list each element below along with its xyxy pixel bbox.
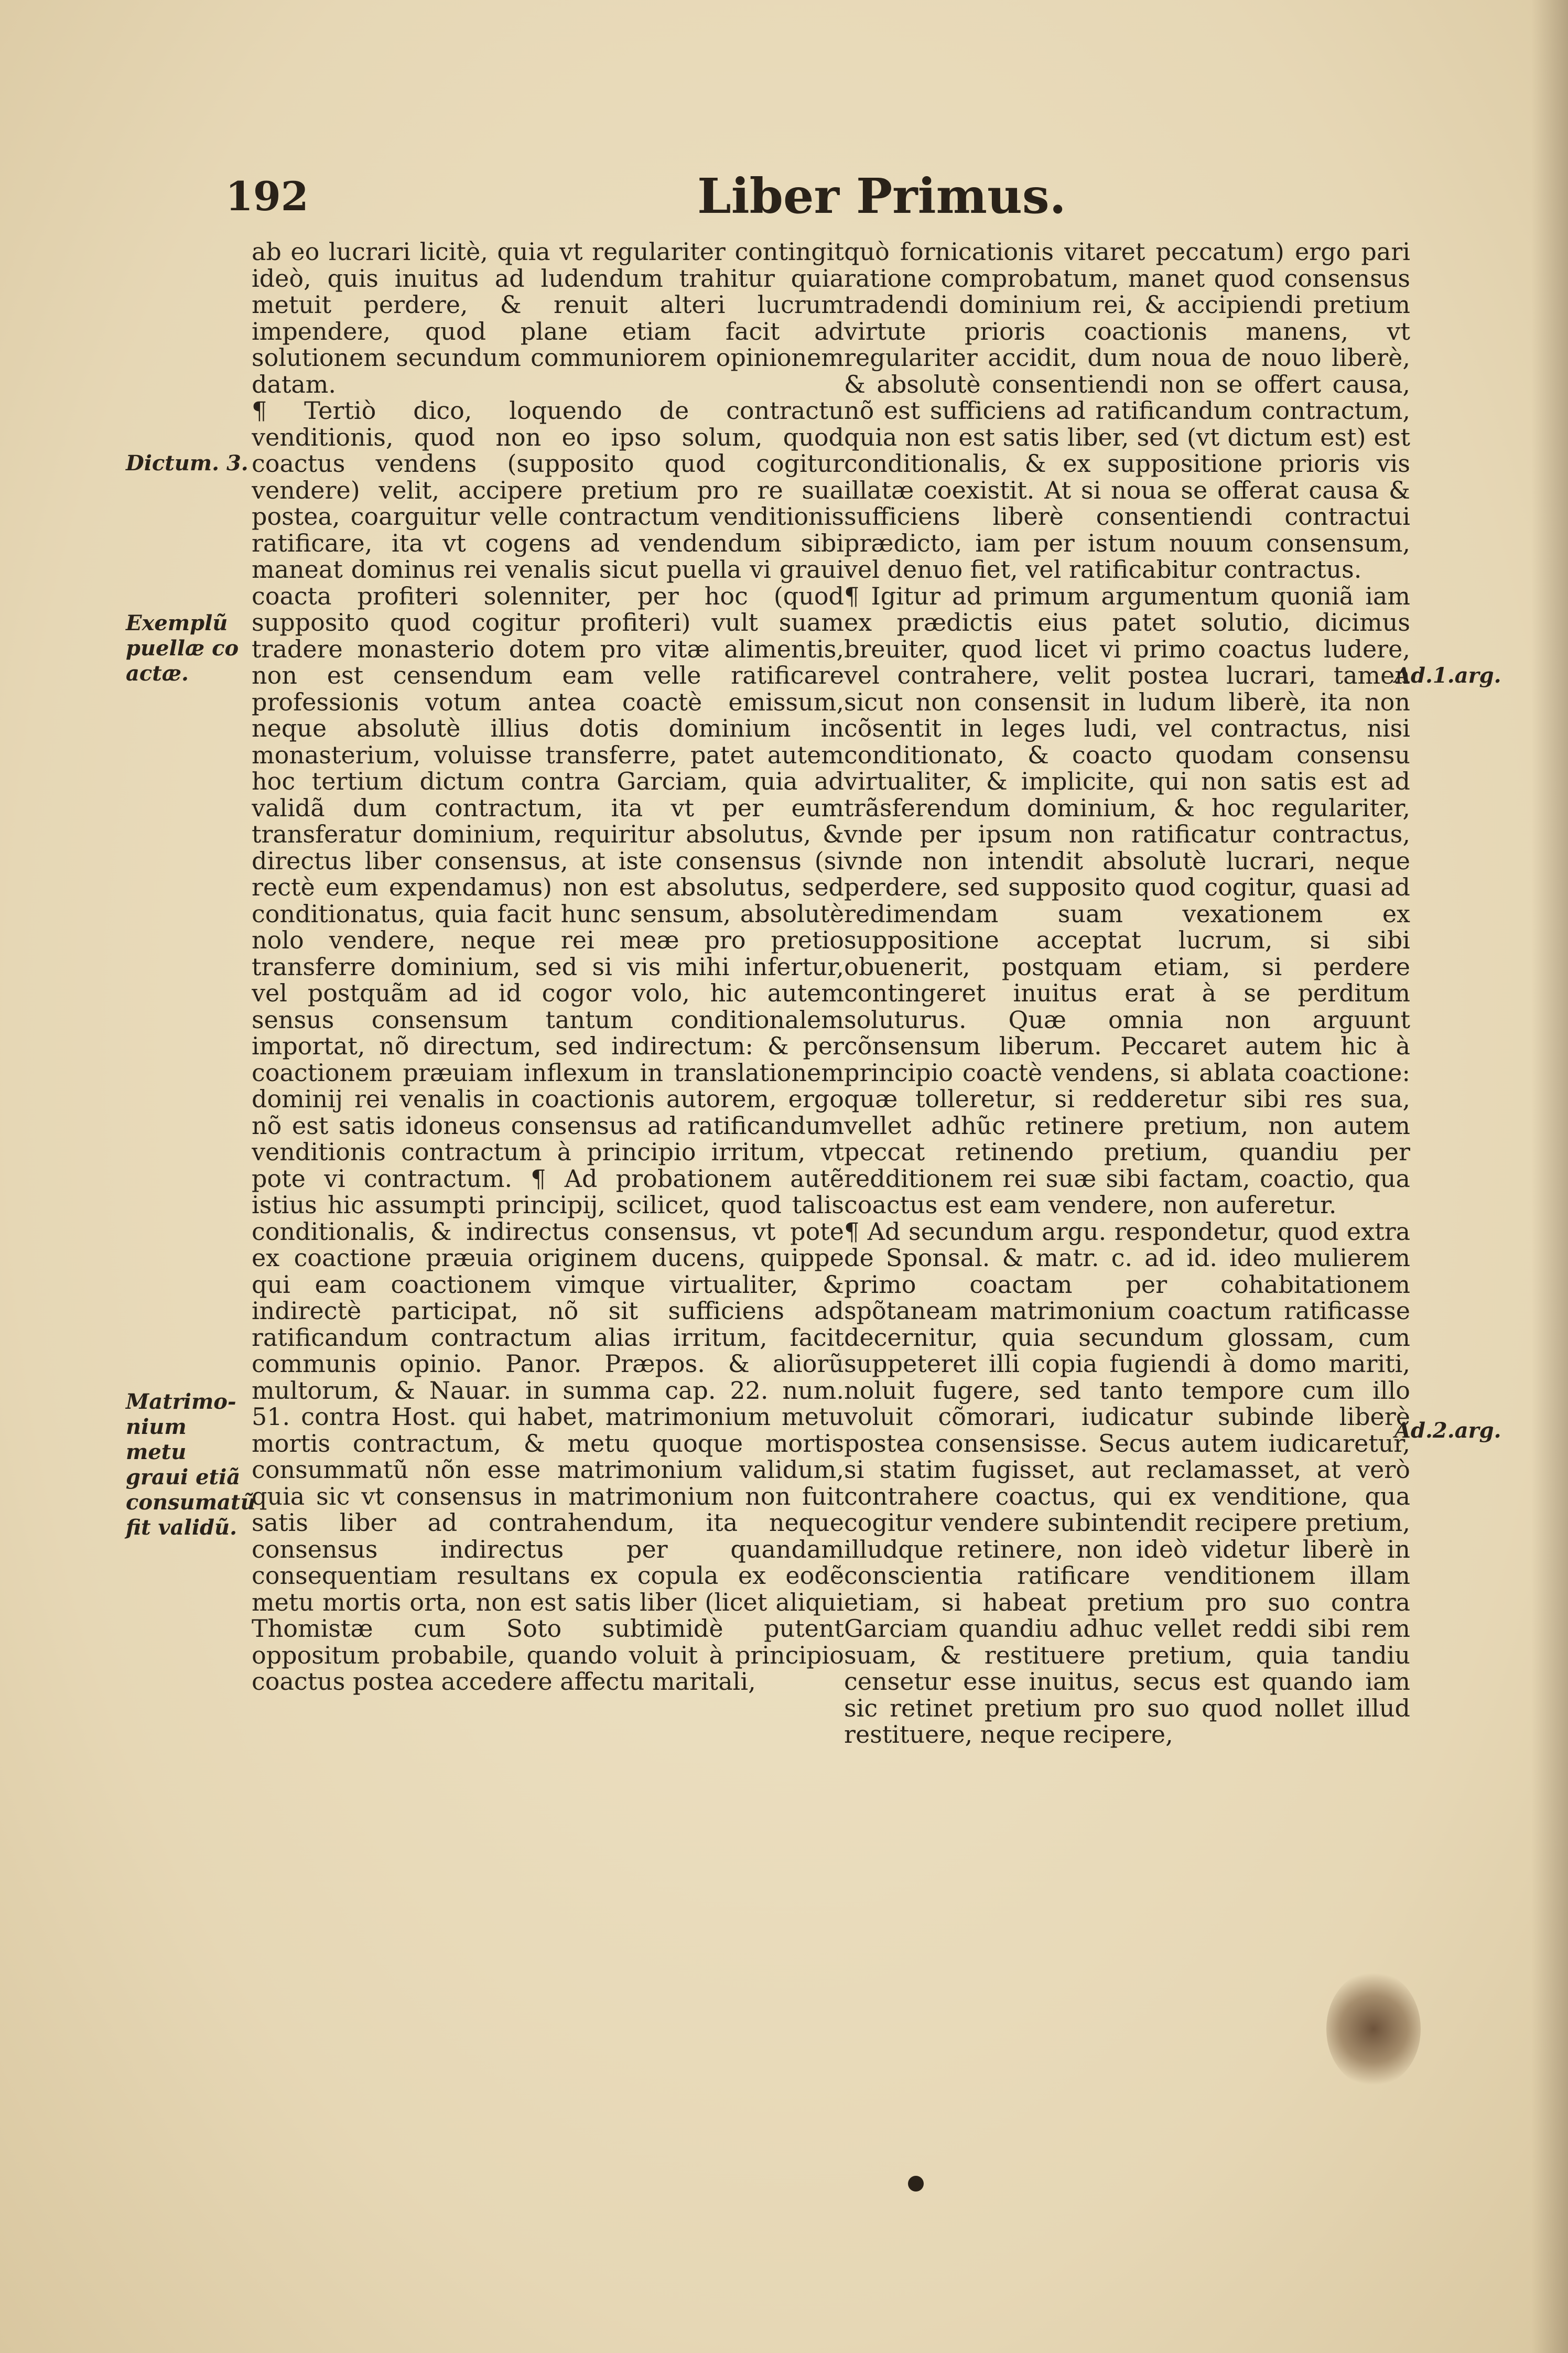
text-column-left [252, 239, 844, 2032]
page-number: 192 [225, 173, 309, 220]
paragraph: ab eo lucrari licitè, quia vt regulariter contingit ideò, quis inuitus ad ludendum trahitur quia metuit perdere, & renuit alteri lucrum impendere, quod plane etiam facit ad solutionem secundum communiorem opinionem datam. [252, 239, 844, 398]
running-title: Liber Primus. [697, 168, 1066, 224]
page-fold-shadow [1531, 0, 1568, 2353]
ornament-dot [908, 2176, 924, 2192]
paragraph: ¶ Ad secundum argu. respondetur, quod extra de Sponsal. & matr. c. ad id. ideo mulierem primo coactam per cohabitationem spõtaneam matrimonium coactum ratificasse decernitur, quia secundum glossam, cum suppeteret illi copia fugiendi à domo mariti, noluit fugere, sed tanto tempore cum illo voluit cõmorari, iudicatur subinde liberè postea consensisse. Secus autem iudicaretur, si statim fugisset, aut reclamasset, at verò contrahere coactus, qui ex venditione, qua cogitur vendere subintendit recipere pretium, illudque retinere, non ideò videtur liberè in conscientia ratificare venditionem illam etiam, si habeat pretium pro suo contra Garciam quandiu adhuc vellet reddi sibi rem suam, & restituere pretium, quia tandiu censetur esse inuitus, secus est quando iam sic retinet pretium pro suo quod nollet illud restituere, neque recipere, [844, 1217, 1410, 1748]
page-header [225, 168, 1066, 225]
paragraph: quò fornicationis vitaret peccatum) ergo pari ratione comprobatum, manet quod consensus tradendi dominium rei, & accipiendi pretium virtute prioris coactionis manens, vt regulariter accidit, dum noua de nouo liberè, & absolutè consentiendi non se offert causa, nõ est sufficiens ad ratificandum contractum, quia non est satis liber, sed (vt dictum est) est conditionalis, & ex suppositione prioris vis illatæ coexistit. At si noua se offerat causa & sufficiens liberè consentiendi contractui prædicto, iam per istum nouum consensum, vel denuo fiet, vel ratificabitur contractus. [844, 239, 1410, 584]
margin-note-ad-2: Ad.2.arg. [1394, 1418, 1501, 1443]
text-column-right [844, 239, 1410, 2032]
margin-note-dictum: Dictum. 3. [126, 451, 248, 476]
paragraph: ¶ Tertiò dico, loquendo de contractu venditionis, quod non eo ipso solum, quod coactus vendens (supposito quod cogitur vendere) velit, accipere pretium pro re sua postea, coarguitur velle contractum venditionis ratificare, ita vt cogens ad vendendum sibi maneat dominus rei venalis sicut puella vi graui coacta profiteri solenniter, per hoc (quod supposito quod cogitur profiteri) vult suam tradere monasterio dotem pro vitæ alimentis, non est censendum eam velle ratificare professionis votum antea coactè emissum, neque absolutè illius dotis dominium in monasterium, voluisse transferre, patet autem hoc tertium dictum contra Garciam, quia ad validã dum contractum, ita vt per eum transferatur dominium, requiritur absolutus, & directus liber consensus, at iste consensus (si rectè eum expendamus) non est absolutus, sed conditionatus, quia facit hunc sensum, absolutè nolo vendere, neque rei meæ pro pretio transferre dominium, sed si vis mihi infertur, vel postquãm ad id cogor volo, hic autem sensus consensum tantum conditionalem importat, nõ directum, sed indirectum: & per coactionem præuiam inflexum in translationem dominij rei venalis in coactionis autorem, ergo nõ est satis idoneus consensus ad ratificandum venditionis contractum à principio irritum, vt pote vi contractum. ¶ Ad probationem autẽ istius hic assumpti principij, scilicet, quod talis conditionalis, & indirectus consensus, vt pote ex coactione præuia originem ducens, quippe qui eam coactionem vimque virtualiter, & indirectè participat, nõ sit sufficiens ad ratificandum contractum alias irritum, facit communis opinio. Panor. Præpos. & aliorũ multorum, & Nauar. in summa cap. 22. num. 51. contra Host. qui habet, matrimonium metu mortis contractum, & metu quoque mortis consummatũ nõn esse matrimonium validum, quia sic vt consensus in matrimonium non fuit satis liber ad contrahendum, ita neque consensus indirectus per quandam consequentiam resultans ex copula ex eodẽ metu mortis orta, non est satis liber (licet aliqui Thomistæ cum Soto subtimidè putent oppositum probabile, quando voluit à principio coactus postea accedere affectu maritali, [252, 396, 844, 1696]
margin-note-ad-1: Ad.1.arg. [1394, 663, 1501, 688]
paragraph: ¶ Igitur ad primum argumentum quoniã iam ex prædictis eius patet solutio, dicimus breuiter, quod licet vi primo coactus ludere, vel contrahere, velit postea lucrari, tamen sicut non consensit in ludum liberè, ita non cõsentit in leges ludi, vel contractus, nisi conditionato, & coacto quodam consensu virtualiter, & implicite, qui non satis est ad trãsferendum dominium, & hoc regulariter, vnde per ipsum non ratificatur contractus, vnde non intendit absolutè lucrari, neque perdere, sed supposito quod cogitur, quasi ad redimendam suam vexationem ex suppositione acceptat lucrum, si sibi obuenerit, postquam etiam, si perdere contingeret inuitus erat à se perditum soluturus. Quæ omnia non arguunt cõnsensum liberum. Peccaret autem hic à principio coactè vendens, si ablata coactione: quæ tolleretur, si redderetur sibi res sua, vellet adhũc retinere pretium, non autem peccat retinendo pretium, quandiu per redditionem rei suæ sibi factam, coactio, qua coactus est eam vendere, non auferetur. [844, 581, 1410, 1219]
margin-note-matrimonium: Matrimo- nium metu graui etiã consumatũ fit validũ. [126, 1389, 256, 1540]
margin-note-exemplum: Exemplũ puellæ co actæ. [126, 611, 239, 686]
